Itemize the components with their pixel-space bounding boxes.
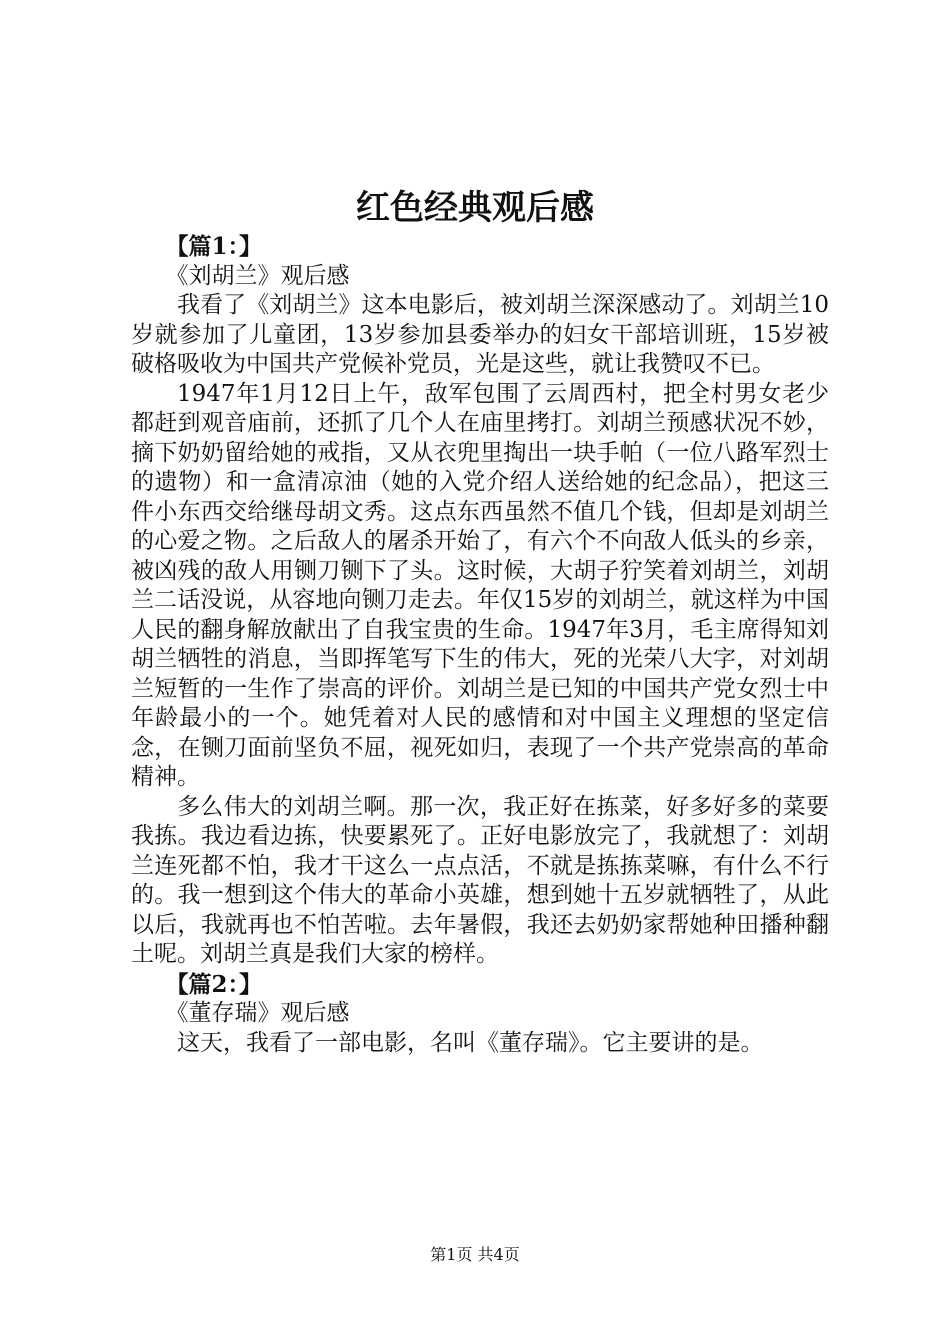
section-1-paragraph-3: 多么伟大的刘胡兰啊。那一次，我正好在拣菜，好多好多的菜要我拣。我边看边拣，快要累死了。正好电影放完了，我就想了：刘胡兰连死都不怕，我才干这么一点点活，不就是拣拣菜嘛，有什么不行的。我一想到这个伟大的革命小英雄，想到她十五岁就牺牲了，从此以后，我就再也不怕苦啦。去年暑假，我还去奶奶家帮她种田播种翻土呢。刘胡兰真是我们大家的榜样。: [131, 793, 829, 967]
document-body: [131, 232, 829, 1058]
section-1-paragraph-2: 1947年1月12日上午，敌军包围了云周西村，把全村男女老少都赶到观音庙前，还抓了几个人在庙里拷打。刘胡兰预感状况不妙，摘下奶奶留给她的戒指，又从衣兜里掏出一块手帕（一位八路军烈士的遗物）和一盒清凉油（她的入党介绍人送给她的纪念品），把这三件小东西交给继母胡文秀。这点东西虽然不值几个钱，但却是刘胡兰的心爱之物。之后敌人的屠杀开始了，有六个不向敌人低头的乡亲，被凶残的敌人用铡刀铡下了头。这时候，大胡子狞笑着刘胡兰，刘胡兰二话没说，从容地向铡刀走去。年仅15岁的刘胡兰，就这样为中国人民的翻身解放献出了自我宝贵的生命。1947年3月，毛主席得知刘胡兰牺牲的消息，当即挥笔写下生的伟大，死的光荣八大字，对刘胡兰短暂的一生作了崇高的评价。刘胡兰是已知的中国共产党女烈士中年龄最小的一个。她凭着对人民的感情和对中国主义理想的坚定信念，在铡刀面前坚负不屈，视死如归，表现了一个共产党崇高的革命精神。: [131, 380, 829, 790]
section-1-paragraph-1: 我看了《刘胡兰》这本电影后，被刘胡兰深深感动了。刘胡兰10岁就参加了儿童团，13岁参加县委举办的妇女干部培训班，15岁被破格吸收为中国共产党候补党员，光是这些，就让我赞叹不已。: [131, 292, 829, 377]
section-2-subtitle: 《董存瑞》观后感: [165, 1000, 350, 1026]
document-title: 红色经典观后感: [356, 188, 594, 228]
section-2-label: 【篇2：】: [165, 970, 263, 998]
section-1-label: 【篇1：】: [165, 233, 263, 260]
section-1-subtitle: 《刘胡兰》观后感: [165, 262, 350, 289]
page-footer: 第1页 共4页: [430, 1245, 520, 1264]
section-2-paragraph-1: 这天，我看了一部电影，名叫《董存瑞》。它主要讲的是。: [177, 1029, 764, 1056]
